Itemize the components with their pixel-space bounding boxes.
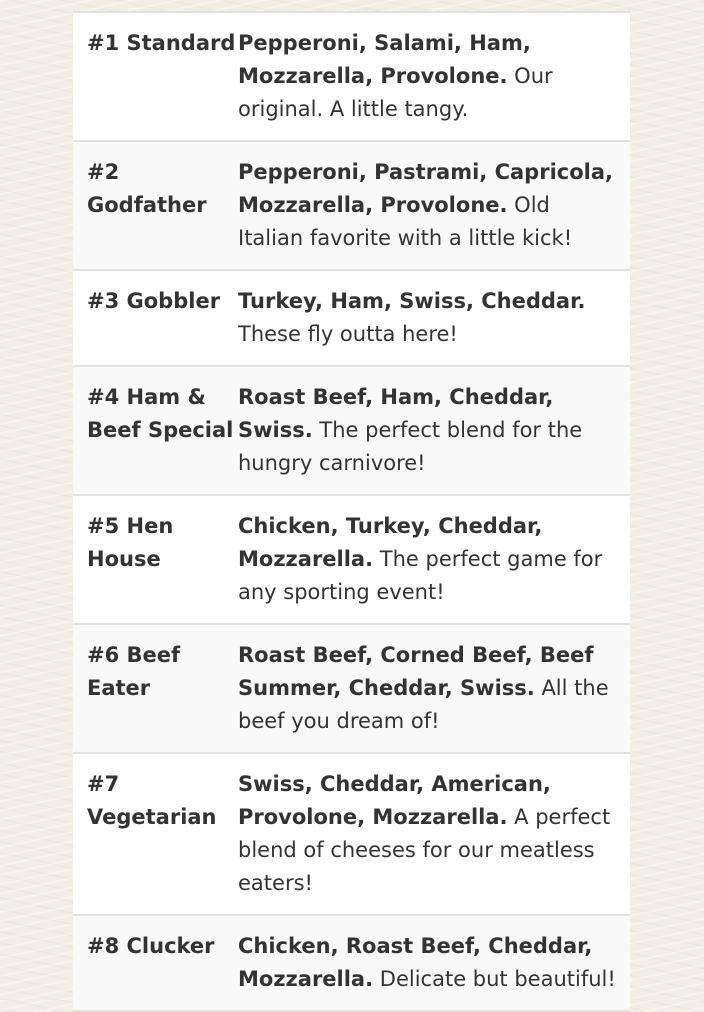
sandwich-description: A perfect blend of cheeses for our meatless eaters! xyxy=(238,805,611,895)
sandwich-name: #5 Hen House xyxy=(87,514,174,571)
menu-row xyxy=(73,367,630,496)
menu-row xyxy=(73,754,630,916)
sandwich-name: #8 Clucker xyxy=(87,934,215,958)
sandwich-ingredients: Chicken, Turkey, Cheddar, Mozzarella. xyxy=(238,514,543,571)
sandwich-menu-table xyxy=(73,11,630,1012)
sandwich-ingredients: Turkey, Ham, Swiss, Cheddar. xyxy=(238,289,586,313)
sandwich-description: These fly outta here! xyxy=(238,322,458,346)
sandwich-name: #1 Standard xyxy=(87,31,236,55)
sandwich-description: Delicate but beautiful! xyxy=(379,967,616,991)
sandwich-ingredients: Swiss, Cheddar, American, Provolone, Mozzarella. xyxy=(238,772,551,829)
sandwich-name: #3 Gobbler xyxy=(87,289,221,313)
menu-row xyxy=(73,142,630,271)
menu-row xyxy=(73,496,630,625)
sandwich-description: The perfect blend for the hungry carnivore! xyxy=(238,418,583,475)
menu-row xyxy=(73,13,630,142)
sandwich-description-cell xyxy=(238,768,618,900)
sandwich-name: #7 Vegetarian xyxy=(87,772,217,829)
sandwich-description-cell xyxy=(238,510,618,609)
sandwich-description: All the beef you dream of! xyxy=(238,676,609,733)
sandwich-description-cell xyxy=(238,930,618,996)
sandwich-description-cell xyxy=(238,27,618,126)
sandwich-description-cell xyxy=(238,639,618,738)
sandwich-description-cell xyxy=(238,381,618,480)
sandwich-ingredients: Pepperoni, Salami, Ham, Mozzarella, Provolone. xyxy=(238,31,531,88)
sandwich-name: #6 Beef Eater xyxy=(87,643,181,700)
sandwich-name: #4 Ham & Beef Special xyxy=(87,385,234,442)
sandwich-ingredients: Roast Beef, Corned Beef, Beef Summer, Cheddar, Swiss. xyxy=(238,643,594,700)
sandwich-description: The perfect game for any sporting event! xyxy=(238,547,603,604)
sandwich-ingredients: Chicken, Roast Beef, Cheddar, Mozzarella. xyxy=(238,934,593,991)
sandwich-ingredients: Roast Beef, Ham, Cheddar, Swiss. xyxy=(238,385,554,442)
sandwich-description-cell xyxy=(238,156,618,255)
sandwich-description: Old Italian favorite with a little kick! xyxy=(238,193,573,250)
sandwich-description: Our original. A little tangy. xyxy=(238,64,553,121)
sandwich-description-cell xyxy=(238,285,618,351)
menu-row xyxy=(73,625,630,754)
menu-row xyxy=(73,271,630,367)
sandwich-name: #2 Godfather xyxy=(87,160,207,217)
sandwich-ingredients: Pepperoni, Pastrami, Capricola, Mozzarella, Provolone. xyxy=(238,160,613,217)
menu-row xyxy=(73,916,630,1012)
